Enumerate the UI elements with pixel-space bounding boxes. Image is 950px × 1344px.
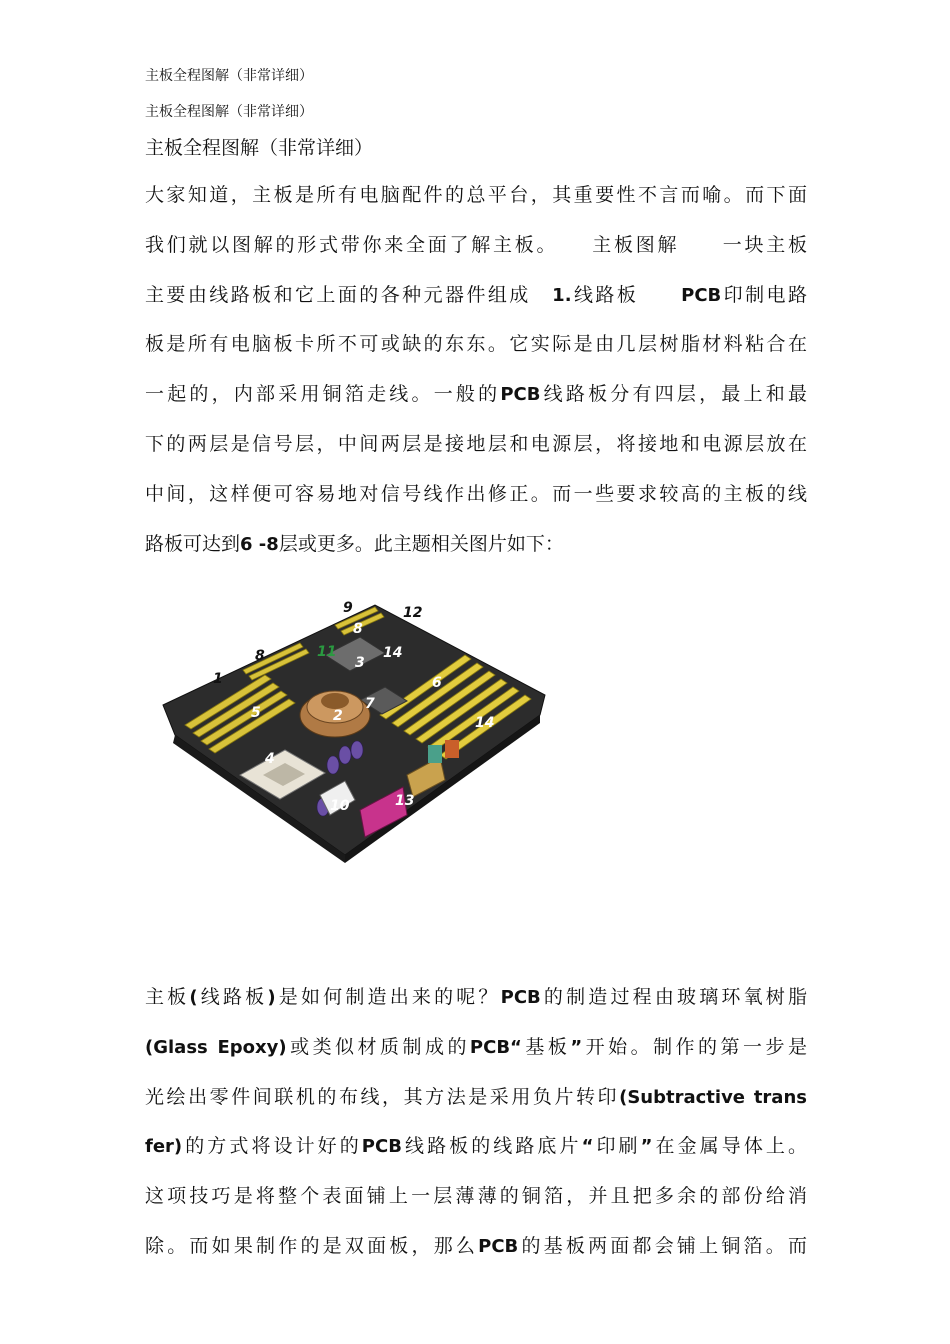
text-run: 下的两层是信号层，中间两层是接地层和电源层，将接地和电源层放在 <box>145 433 807 455</box>
text-run: 或类似材质制成的 <box>286 1035 470 1058</box>
label-11: 11 <box>317 644 337 660</box>
label-13: 13 <box>395 793 415 809</box>
text-run: 路板可达到 <box>145 532 241 555</box>
text-line <box>145 1181 807 1208</box>
bold-run: (Subtractive trans <box>619 1086 807 1108</box>
text-line <box>145 329 807 356</box>
text-run: 印制电路 <box>721 283 807 306</box>
text-run: 板是所有电脑板卡所不可或缺的东东。它实际是由几层树脂材料粘合在 <box>145 333 807 356</box>
label-6: 6 <box>432 675 442 691</box>
text-line <box>145 1231 807 1258</box>
bold-run: PCB <box>500 987 541 1008</box>
text-line <box>145 280 807 307</box>
bold-run: ” <box>640 1136 653 1158</box>
text-run: 是如何制造出来的呢？ <box>275 986 501 1008</box>
text-run: 在金属导体上。 <box>652 1135 807 1158</box>
text-run: 线路板的线路底片 <box>401 1135 582 1158</box>
text-run: 层或更多。此主题相关图片如下： <box>278 532 564 555</box>
text-line <box>145 429 807 456</box>
motherboard-figure <box>145 575 570 893</box>
header-line-2: 主板全程图解（非常详细） <box>145 104 313 120</box>
text-run: 线路板分有四层，最上和最 <box>540 383 807 406</box>
label-10: 10 <box>330 798 350 814</box>
text-run: 中间，这样便可容易地对信号线作出修正。而一些要求较高的主板的线 <box>145 482 807 505</box>
text-line <box>145 529 564 556</box>
bold-run: PCB <box>361 1136 402 1158</box>
text-run: 的基板两面都会铺上铜箔。而 <box>518 1235 807 1257</box>
bold-run: PCB <box>500 384 541 406</box>
bold-run: 1. <box>552 284 572 306</box>
text-run: 一起的，内部采用铜箔走线。一般的 <box>145 383 501 406</box>
label-12: 12 <box>403 605 423 621</box>
bold-run: ” <box>570 1036 583 1058</box>
text-run: 主板 <box>145 986 190 1008</box>
text-line <box>145 180 807 207</box>
text-line <box>145 982 807 1009</box>
text-run: 光绘出零件间联机的布线，其方法是采用负片转印 <box>145 1085 620 1108</box>
text-line <box>145 1131 807 1158</box>
text-run: 大家知道，主板是所有电脑配件的总平台，其重要性不言而喻。而下面 <box>145 184 807 206</box>
bold-run: ( <box>189 987 198 1008</box>
bold-run: ) <box>267 987 276 1008</box>
text-run: 除。而如果制作的是双面板，那么 <box>145 1235 479 1257</box>
label-8b: 8 <box>353 621 363 637</box>
label-3: 3 <box>355 655 365 671</box>
text-run: 开始。制作的第一步是 <box>582 1035 807 1058</box>
text-run: 线路板 <box>571 283 682 306</box>
bold-run: (Glass Epoxy) <box>145 1036 287 1058</box>
text-run: 的方式将设计好的 <box>182 1135 362 1158</box>
text-run: 主要由线路板和它上面的各种元器件组成 <box>145 283 553 306</box>
text-run: 这项技巧是将整个表面铺上一层薄薄的铜箔，并且把多余的部份给消 <box>145 1185 807 1208</box>
text-run: 我们就以图解的形式带你来全面了解主板。 主板图解 一块主板 <box>145 233 807 256</box>
label-7: 7 <box>365 696 375 712</box>
bold-run: PCB“ <box>469 1036 522 1058</box>
text-run: 线路板 <box>197 986 268 1008</box>
bold-run: 6 -8 <box>240 533 279 555</box>
label-8a: 8 <box>255 648 265 664</box>
label-1: 1 <box>213 671 223 687</box>
label-9: 9 <box>343 600 353 616</box>
bold-run: PCB <box>478 1236 519 1257</box>
text-run: 基板 <box>521 1035 571 1058</box>
bold-run: PCB <box>681 284 722 306</box>
text-line <box>145 479 807 506</box>
text-line <box>145 1032 807 1059</box>
label-14a: 14 <box>383 645 403 661</box>
bold-run: fer) <box>145 1136 183 1158</box>
text-line <box>145 1082 807 1109</box>
label-5: 5 <box>251 705 261 721</box>
text-run: 的制造过程由玻璃环氧树脂 <box>540 986 807 1008</box>
document-title: 主板全程图解（非常详细） <box>145 137 374 159</box>
text-line <box>145 379 807 406</box>
label-2: 2 <box>333 708 343 724</box>
text-line <box>145 230 807 257</box>
bold-run: “ <box>581 1136 594 1158</box>
label-14b: 14 <box>475 715 495 731</box>
text-run: 印刷 <box>593 1135 641 1158</box>
header-line-1: 主板全程图解（非常详细） <box>145 68 313 84</box>
label-4: 4 <box>265 751 275 767</box>
